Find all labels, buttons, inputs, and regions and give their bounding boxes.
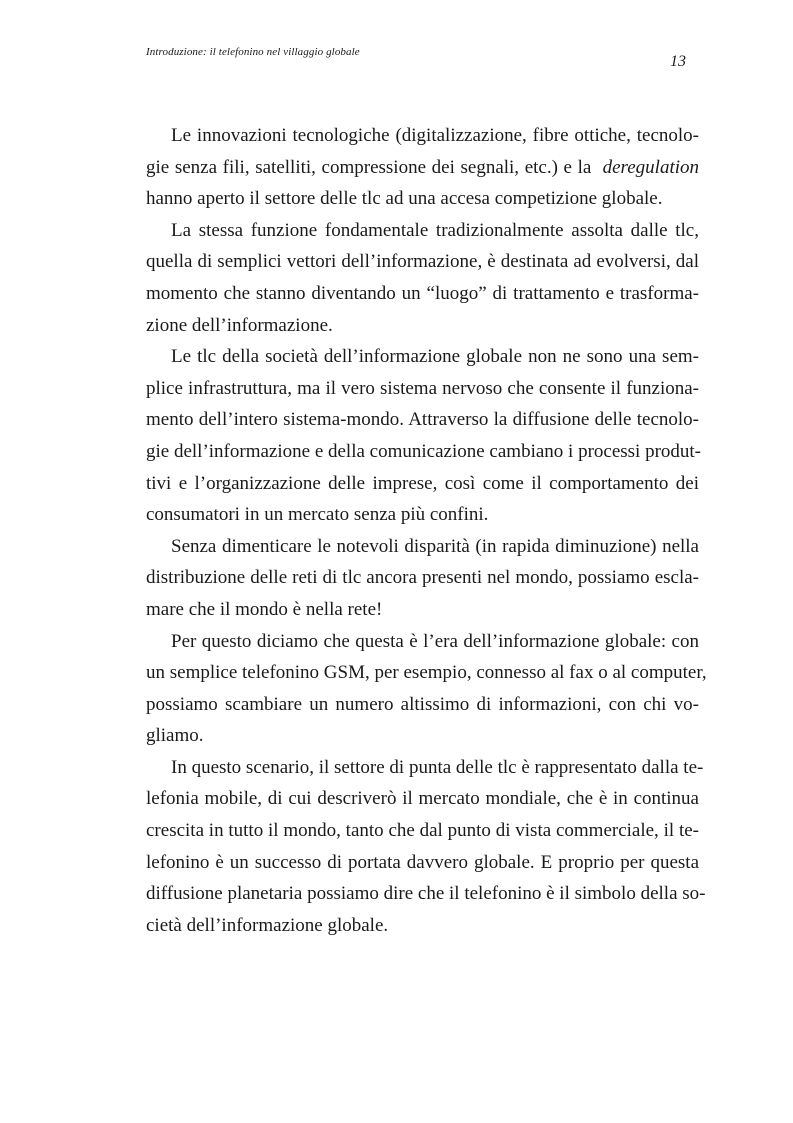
paragraph-6-line-2: lefonia mobile, di cui descriverò il mercato mondiale, che è in continua — [146, 788, 699, 810]
paragraph-5-line-4: gliamo. — [146, 725, 204, 747]
body-text — [146, 120, 707, 941]
paragraph-5-line-3: possiamo scambiare un numero altissimo di informazioni, con chi vo- — [146, 693, 699, 715]
paragraph-3-line-1: Le tlc della società dell’informazione globale non ne sono una sem- — [171, 346, 699, 368]
paragraph-5-line-2: un semplice telefonino GSM, per esempio, connesso al fax o al computer, — [146, 662, 707, 684]
paragraph-3-line-5: tivi e l’organizzazione delle imprese, così come il comportamento dei — [146, 472, 699, 494]
paragraph-6-line-3: crescita in tutto il mondo, tanto che dal punto di vista commerciale, il te- — [146, 820, 699, 842]
paragraph-3-line-4: gie dell’informazione e della comunicazione cambiano i processi produt- — [146, 440, 702, 462]
paragraph-1-line-3: hanno aperto il settore delle tlc ad una accesa competizione globale. — [146, 188, 663, 210]
paragraph-3-line-3: mento dell’intero sistema-mondo. Attraverso la diffusione delle tecnolo- — [146, 409, 699, 431]
paragraph-4-line-3: mare che il mondo è nella rete! — [146, 598, 383, 620]
paragraph-3-line-6: consumatori in un mercato senza più confini. — [146, 504, 489, 526]
paragraph-2-line-1: La stessa funzione fondamentale tradizionalmente assolta dalle tlc, — [171, 219, 699, 241]
running-header: Introduzione: il telefonino nel villaggio globale — [146, 46, 360, 58]
paragraph-1-line-1: Le innovazioni tecnologiche (digitalizzazione, fibre ottiche, tecnolo- — [171, 125, 699, 146]
paragraph-2-line-2: quella di semplici vettori dell’informazione, è destinata ad evolversi, dal — [146, 251, 699, 273]
paragraph-6-line-4: lefonino è un successo di portata davvero globale. E proprio per questa — [146, 851, 699, 873]
paragraph-1-line-2: gie senza fili, satelliti, compressione dei segnali, etc.) e la deregulation — [146, 156, 700, 178]
page-number: 13 — [670, 53, 686, 70]
paragraph-4-line-1: Senza dimenticare le notevoli disparità (in rapida diminuzione) nella — [171, 535, 699, 557]
paragraph-6-line-6: cietà dell’informazione globale. — [146, 914, 389, 936]
paragraph-3-line-2: plice infrastruttura, ma il vero sistema nervoso che consente il funziona- — [146, 377, 699, 399]
paragraph-2-line-3: momento che stanno diventando un “luogo” di trattamento e trasforma- — [146, 282, 699, 304]
paragraph-2-line-4: zione dell’informazione. — [146, 314, 333, 336]
paragraph-6-line-5: diffusione planetaria possiamo dire che il telefonino è il simbolo della so- — [146, 883, 706, 905]
paragraph-5-line-1: Per questo diciamo che questa è l’era dell’informazione globale: con — [171, 630, 699, 652]
paragraph-6-line-1: In questo scenario, il settore di punta delle tlc è rappresentato dalla te- — [171, 756, 704, 778]
paragraph-4-line-2: distribuzione delle reti di tlc ancora presenti nel mondo, possiamo escla- — [146, 567, 699, 589]
emphasis-deregulation: deregulation — [602, 156, 700, 178]
